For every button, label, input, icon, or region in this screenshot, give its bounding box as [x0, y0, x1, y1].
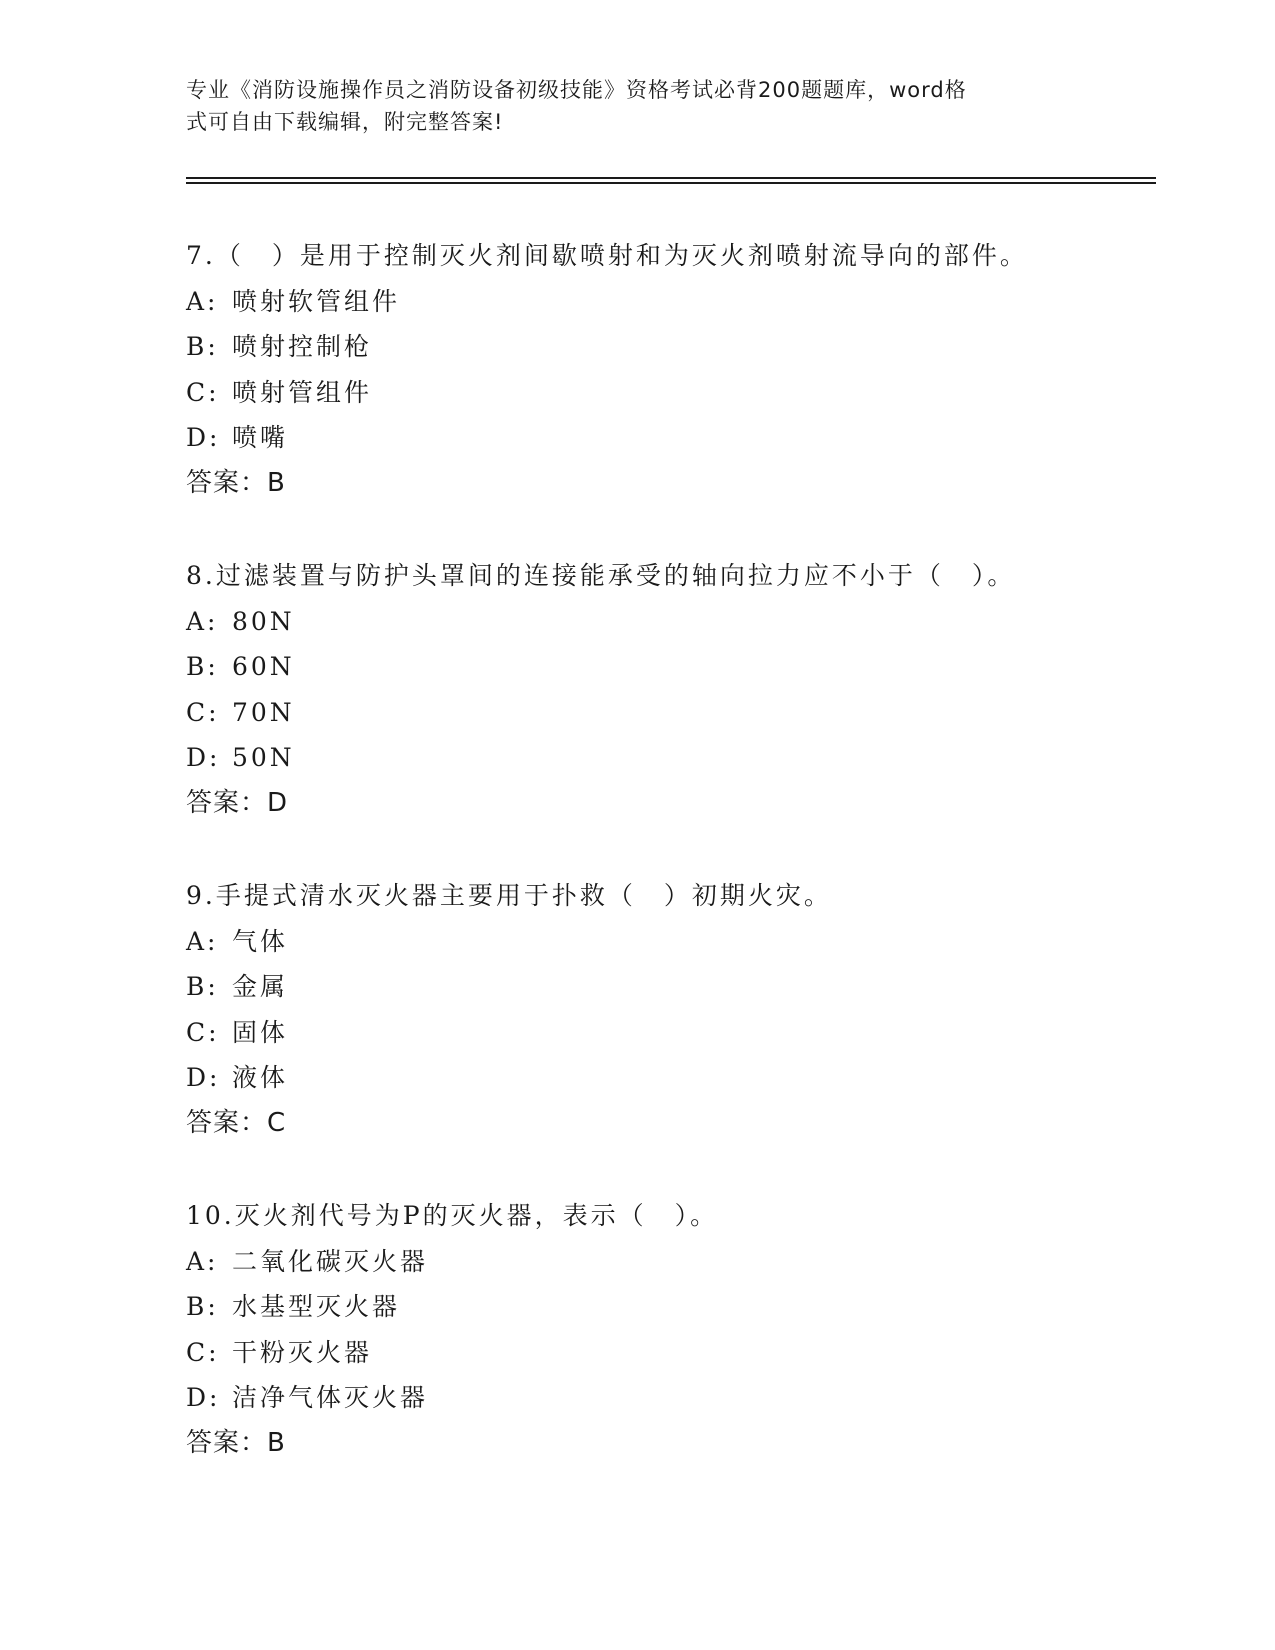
option-label: D: — [186, 1063, 221, 1093]
header-divider-bottom — [186, 182, 1156, 184]
question-stem: 9.手提式清水灭火器主要用于扑救（ ）初期火灾。 — [186, 881, 832, 910]
option-label: C: — [186, 377, 220, 407]
question-stem: 8.过滤装置与防护头罩间的连接能承受的轴向拉力应不小于（ ）。 — [186, 561, 1016, 590]
question-8 — [186, 553, 1146, 873]
option-text: 喷射管组件 — [232, 377, 373, 407]
option-label: B: — [186, 332, 219, 362]
option-c — [186, 370, 1146, 416]
option-text: 气体 — [232, 926, 289, 956]
option-b — [186, 644, 1146, 690]
option-d — [186, 735, 1146, 781]
option-label: C: — [186, 1017, 220, 1047]
option-text: 80N — [232, 606, 295, 636]
option-label: B: — [186, 1292, 219, 1322]
question-stem: 10.灭火剂代号为P的灭火器，表示（ ）。 — [186, 1201, 719, 1230]
question-7 — [186, 233, 1146, 553]
option-text: 固体 — [232, 1017, 289, 1047]
option-label: D: — [186, 1383, 221, 1413]
option-c — [186, 690, 1146, 736]
option-c — [186, 1010, 1146, 1056]
option-text: 50N — [232, 743, 295, 773]
option-label: A: — [186, 926, 219, 956]
option-text: 喷射控制枪 — [232, 332, 373, 362]
option-text: 喷射软管组件 — [232, 286, 401, 316]
option-text: 70N — [232, 697, 295, 727]
header-line-1: 专业《消防设施操作员之消防设备初级技能》资格考试必背200题题库，word格 — [186, 78, 967, 102]
document-header — [186, 74, 1066, 138]
answer-line: 答案：B — [186, 1427, 286, 1458]
option-d — [186, 415, 1146, 461]
option-b — [186, 964, 1146, 1010]
question-9 — [186, 873, 1146, 1193]
header-divider-top — [186, 177, 1156, 179]
option-text: 水基型灭火器 — [232, 1292, 401, 1322]
option-text: 液体 — [232, 1063, 289, 1093]
option-label: A: — [186, 606, 219, 636]
answer-line: 答案：D — [186, 787, 289, 818]
option-a — [186, 919, 1146, 965]
option-label: B: — [186, 972, 219, 1002]
option-label: B: — [186, 652, 219, 682]
option-label: C: — [186, 1337, 220, 1367]
option-text: 喷嘴 — [232, 423, 289, 453]
header-line-2: 式可自由下载编辑，附完整答案! — [186, 110, 504, 134]
option-text: 干粉灭火器 — [232, 1337, 373, 1367]
question-list — [186, 233, 1146, 1513]
option-d — [186, 1375, 1146, 1421]
option-label: A: — [186, 286, 219, 316]
option-a — [186, 279, 1146, 325]
option-d — [186, 1055, 1146, 1101]
option-b — [186, 1284, 1146, 1330]
option-label: C: — [186, 697, 220, 727]
option-a — [186, 1239, 1146, 1285]
option-text: 60N — [232, 652, 295, 682]
option-a — [186, 599, 1146, 645]
option-text: 二氧化碳灭火器 — [232, 1246, 429, 1276]
option-text: 金属 — [232, 972, 289, 1002]
question-stem: 7.（ ）是用于控制灭火剂间歇喷射和为灭火剂喷射流导向的部件。 — [186, 241, 1028, 270]
option-text: 洁净气体灭火器 — [232, 1383, 429, 1413]
option-label: D: — [186, 423, 221, 453]
option-c — [186, 1330, 1146, 1376]
option-b — [186, 324, 1146, 370]
answer-line: 答案：C — [186, 1107, 287, 1138]
question-10 — [186, 1193, 1146, 1513]
option-label: A: — [186, 1246, 219, 1276]
option-label: D: — [186, 743, 221, 773]
answer-line: 答案：B — [186, 467, 286, 498]
